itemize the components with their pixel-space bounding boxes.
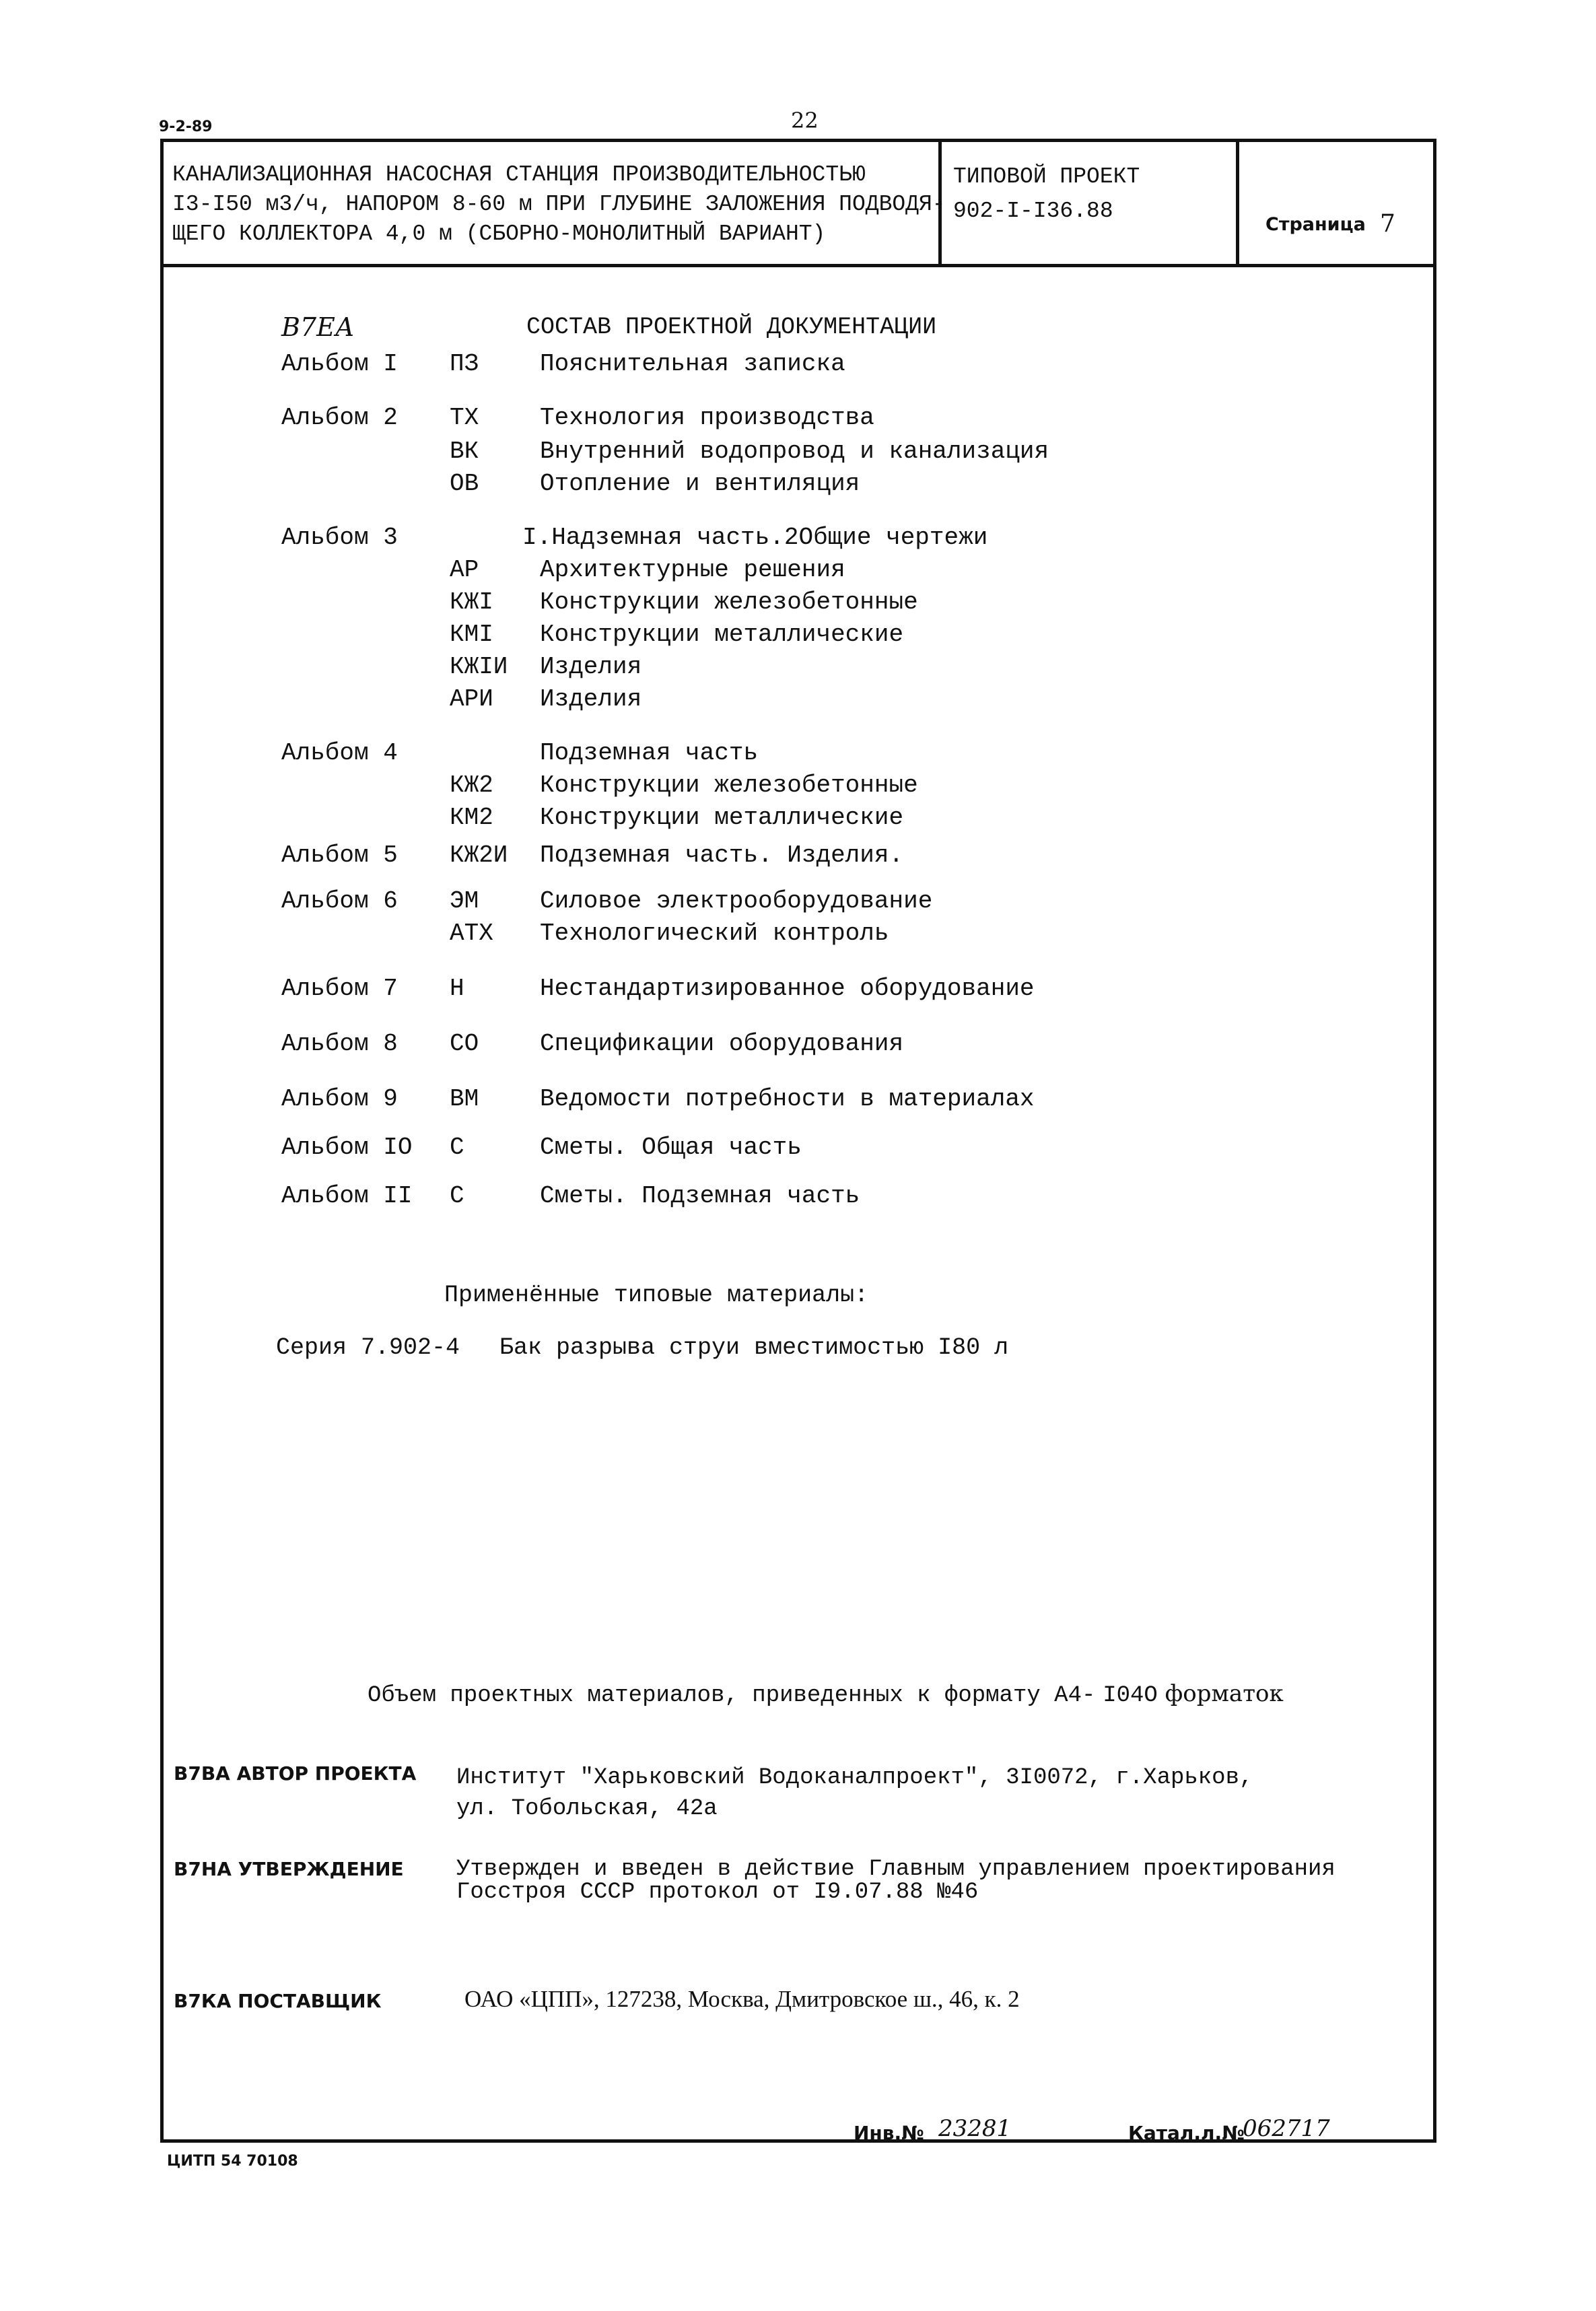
- document-row: [0, 1134, 1596, 1167]
- document-row: [0, 920, 1596, 953]
- page-value: 7: [1380, 210, 1395, 238]
- row-code: СО: [450, 1030, 479, 1058]
- header-title-line: I3-I50 м3/ч, НАПОРОМ 8-60 м ПРИ ГЛУБИНЕ ЗАЛОЖЕНИЯ ПОДВОДЯ-: [172, 192, 946, 217]
- header-col-divider-2: [1236, 139, 1239, 267]
- approval-text: [456, 1858, 1335, 1904]
- row-code: КЖ2: [450, 771, 493, 799]
- document-row: [0, 588, 1596, 622]
- document-row: [0, 524, 1596, 557]
- date-code: 9-2-89: [159, 118, 213, 135]
- row-code: ВК: [450, 438, 479, 465]
- page-number: 22: [791, 108, 819, 133]
- row-album: Альбом 2: [281, 404, 398, 432]
- row-code: КЖI: [450, 588, 493, 616]
- row-desc: Изделия: [540, 653, 642, 681]
- row-code: ТХ: [450, 404, 479, 432]
- volume-value: I04O: [1103, 1683, 1158, 1709]
- author-line: ул. Тобольская, 42а: [456, 1796, 718, 1822]
- document-row: [0, 685, 1596, 719]
- document-row: [0, 739, 1596, 773]
- row-code: КЖIИ: [450, 653, 508, 681]
- row-desc: Ведомости потребности в материалах: [540, 1085, 1035, 1113]
- row-desc: Внутренний водопровод и канализация: [540, 438, 1049, 465]
- row-code: ПЗ: [450, 350, 479, 378]
- header-title-line: ЩЕГО КОЛЛЕКТОРА 4,0 м (СБОРНО-МОНОЛИТНЫЙ ВАРИАНТ): [172, 221, 826, 246]
- row-album: Альбом II: [281, 1182, 413, 1210]
- row-code: С: [450, 1182, 464, 1210]
- row-code: ОВ: [450, 470, 479, 497]
- row-desc: Сметы. Общая часть: [540, 1134, 802, 1161]
- row-code: КМI: [450, 621, 493, 648]
- page-label: Страница: [1265, 214, 1366, 235]
- row-desc: I.Надземная часть.2Общие чертежи: [522, 524, 988, 551]
- project-label: ТИПОВОЙ ПРОЕКТ: [953, 164, 1140, 189]
- document-row: [0, 1182, 1596, 1216]
- header-title: [172, 160, 946, 249]
- row-code: АРИ: [450, 685, 493, 713]
- row-album: Альбом 3: [281, 524, 398, 551]
- author-label: В7ВА АВТОР ПРОЕКТА: [174, 1762, 417, 1785]
- row-album: Альбом I: [281, 350, 398, 378]
- section-code: В7ЕА: [281, 312, 355, 342]
- row-desc: Пояснительная записка: [540, 350, 845, 378]
- approval-line: Утвержден и введен в действие Главным управлением проектирования: [456, 1857, 1335, 1882]
- row-album: Альбом 5: [281, 841, 398, 869]
- row-desc: Технология производства: [540, 404, 874, 432]
- row-desc: Конструкции железобетонные: [540, 771, 918, 799]
- row-album: Альбом 6: [281, 887, 398, 915]
- row-album: Альбом 4: [281, 739, 398, 767]
- document-row: [0, 887, 1596, 921]
- row-code: ЭМ: [450, 887, 479, 915]
- row-desc: Сметы. Подземная часть: [540, 1182, 860, 1210]
- applied-title: Применённые типовые материалы:: [444, 1282, 869, 1309]
- row-code: КМ2: [450, 804, 493, 831]
- applied-series: Серия 7.902-4: [276, 1334, 460, 1361]
- document-row: [0, 556, 1596, 590]
- supplier-text: ОАО «ЦПП», 127238, Москва, Дмитровское ш., 46, к. 2: [464, 1986, 1020, 2012]
- document-row: [0, 1030, 1596, 1064]
- row-code: АТХ: [450, 920, 493, 947]
- supplier-label: В7КА ПОСТАВЩИК: [174, 1990, 382, 2012]
- row-desc: Конструкции железобетонные: [540, 588, 918, 616]
- document-row: [0, 804, 1596, 837]
- row-desc: Подземная часть: [540, 739, 759, 767]
- header-title-line: КАНАЛИЗАЦИОННАЯ НАСОСНАЯ СТАНЦИЯ ПРОИЗВОДИТЕЛЬНОСТЬЮ: [172, 162, 866, 187]
- inventory-number: 23281: [938, 2115, 1012, 2142]
- row-desc: Архитектурные решения: [540, 556, 845, 584]
- document-row: [0, 841, 1596, 875]
- section-title: СОСТАВ ПРОЕКТНОЙ ДОКУМЕНТАЦИИ: [526, 314, 937, 341]
- document-row: [0, 621, 1596, 654]
- row-desc: Силовое электрооборудование: [540, 887, 933, 915]
- document-row: [0, 404, 1596, 438]
- row-desc: Изделия: [540, 685, 642, 713]
- document-row: [0, 1085, 1596, 1119]
- row-code: Н: [450, 975, 464, 1002]
- volume-unit: форматок: [1165, 1680, 1284, 1707]
- row-desc: Нестандартизированное оборудование: [540, 975, 1035, 1002]
- inventory-label: Инв.№: [854, 2122, 924, 2144]
- document-row: [0, 975, 1596, 1008]
- approval-line: Госстроя СССР протокол от I9.07.88 №46: [456, 1879, 979, 1905]
- row-album: Альбом 9: [281, 1085, 398, 1113]
- row-album: Альбом 7: [281, 975, 398, 1002]
- author-line: Институт "Харьковский Водоканалпроект", 3I0072, г.Харьков,: [456, 1765, 1253, 1791]
- volume-line: [368, 1680, 1284, 1709]
- document-row: [0, 438, 1596, 471]
- row-album: Альбом 8: [281, 1030, 398, 1058]
- row-code: ВМ: [450, 1085, 479, 1113]
- catalog-label: Катал.л.№: [1128, 2122, 1245, 2144]
- document-row: [0, 653, 1596, 687]
- document-row: [0, 350, 1596, 384]
- catalog-number: 062717: [1243, 2115, 1330, 2142]
- row-desc: Конструкции металлические: [540, 804, 904, 831]
- document-row: [0, 470, 1596, 504]
- row-album: Альбом IO: [281, 1134, 413, 1161]
- author-text: [456, 1762, 1253, 1824]
- bottom-code: ЦИТП 54 70108: [167, 2153, 298, 2170]
- project-number: 902-I-I36.88: [953, 199, 1113, 223]
- applied-description: Бак разрыва струи вместимостью I80 л: [499, 1334, 1009, 1361]
- row-desc: Конструкции металлические: [540, 621, 904, 648]
- row-desc: Технологический контроль: [540, 920, 889, 947]
- approval-label: В7НА УТВЕРЖДЕНИЕ: [174, 1858, 404, 1880]
- row-code: С: [450, 1134, 464, 1161]
- row-desc: Спецификации оборудования: [540, 1030, 904, 1058]
- row-code: АР: [450, 556, 479, 584]
- row-desc: Подземная часть. Изделия.: [540, 841, 904, 869]
- row-desc: Отопление и вентиляция: [540, 470, 860, 497]
- volume-text: Объем проектных материалов, приведенных к формату А4-: [368, 1683, 1096, 1709]
- header-divider: [160, 264, 1436, 267]
- document-row: [0, 771, 1596, 805]
- row-code: КЖ2И: [450, 841, 508, 869]
